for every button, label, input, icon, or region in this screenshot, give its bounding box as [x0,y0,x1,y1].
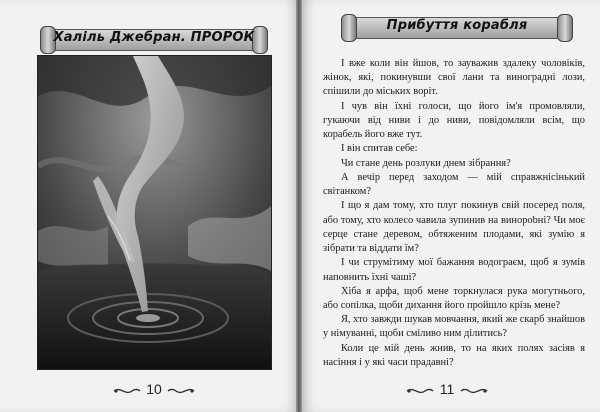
illustration-art [38,56,271,369]
left-folio [112,380,196,400]
right-header-scroll [341,12,573,42]
paragraph: Я, хто завжди шукав мовчання, який же скарб знайшов у німуванні, щоби сміливо ним ділитись? [323,314,585,340]
paragraph: І чув він їхні голоси, що його ім'я промовляли, гукаючи від ниви і до ниви, повідомляли всім, що корабель його вже тут. [323,100,585,141]
paragraph: І вже коли він йшов, то зауважив здалеку чоловіків, жінок, які, покинувши свої лани та виноградні лози, спішили до міських воріт. [323,58,585,98]
left-page-number: 10 [146,381,162,397]
right-running-header: Прибуття корабля [386,18,528,33]
right-page-number: 11 [439,381,455,397]
paragraph: Хіба я арфа, щоб мене торкнулася рука могутнього, або сопілка, щоби дихання його пройшло крізь мене? [323,285,585,311]
paragraph: І що я дам тому, хто плуг покинув свій посеред поля, або тому, хто колесо чавила зупинив на винорobні? Чи моє серце стане деревом, обтяженим плодами, які зумію я зібрати та віддати їм? [323,200,585,255]
paragraph: Чи стане день розлуки днем зібрання? [341,157,511,169]
left-running-header: Халіль Джебран. ПРОРОК [53,30,255,45]
left-page [0,0,299,412]
illustration [37,55,272,370]
right-folio [405,380,489,400]
paragraph: І чи струмітиму мої бажання водограєм, щоб я зумів наповнить їхні чаші? [323,257,585,283]
body-text [323,57,585,370]
book-gutter [296,0,302,412]
flourish-right-icon [166,386,196,396]
left-header-scroll [40,24,268,54]
paragraph: А вечір перед заходом — мій справжнісінький світанком? [323,171,585,198]
paragraph: І він спитав себе: [341,143,418,155]
flourish-right-icon [459,386,489,396]
paragraph: Коли це мій день жнив, то на яких полях засіяв я насіння і у які часи прадавні? [323,342,585,368]
